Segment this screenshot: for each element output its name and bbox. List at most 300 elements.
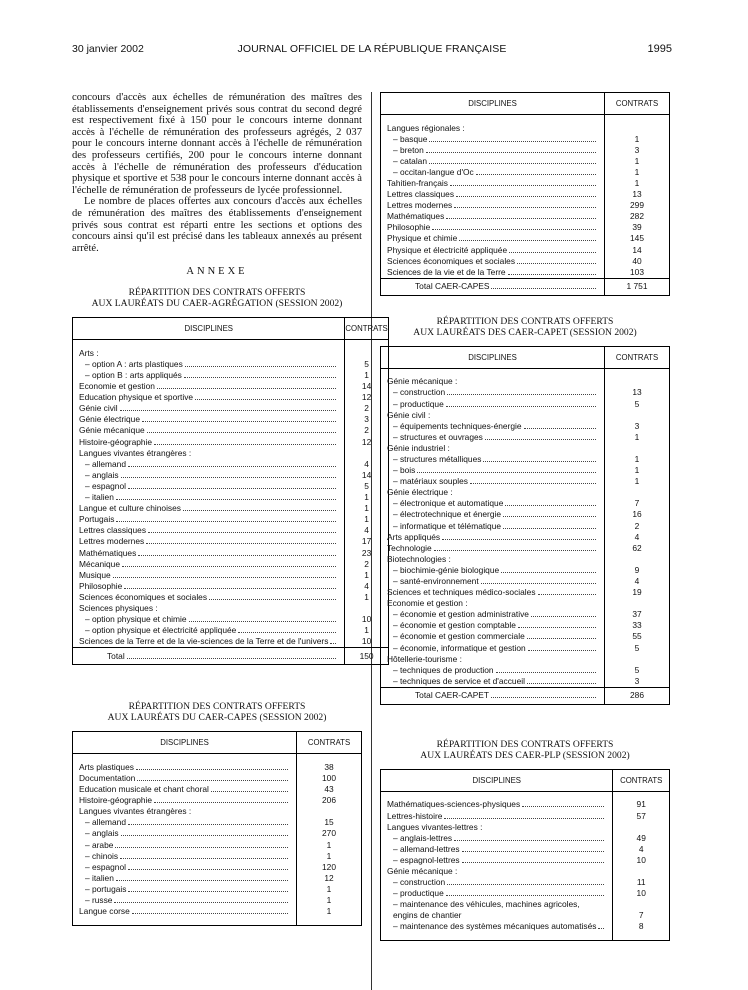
- discipline-text: Sciences de la vie et de la Terre: [387, 266, 506, 277]
- header-row: [381, 769, 670, 791]
- dot-leader: [476, 174, 596, 175]
- discipline-text: – équipements techniques-énergie: [393, 420, 522, 431]
- dot-leader: [503, 516, 596, 517]
- discipline-cell: [73, 625, 345, 636]
- discipline-label: [79, 906, 290, 917]
- table-row: [73, 795, 362, 806]
- dot-leader: [501, 572, 596, 573]
- discipline-text: Physique et électricité appliquée: [387, 244, 508, 255]
- contrats-cell: [613, 866, 670, 877]
- discipline-text: Mécanique: [79, 558, 120, 569]
- dot-leader: [505, 505, 596, 506]
- contrats-cell: 37: [605, 609, 670, 620]
- discipline-text: Lettres classiques: [387, 189, 455, 200]
- discipline-label: [79, 592, 338, 603]
- col-header-contrats: CONTRATS: [345, 318, 388, 340]
- dot-leader: [128, 466, 336, 467]
- discipline-label: [387, 222, 598, 233]
- discipline-cell: [73, 773, 297, 784]
- contrats-cell: 1: [605, 476, 670, 487]
- dot-leader: [330, 643, 336, 644]
- contrats-cell: [605, 598, 670, 609]
- dot-leader: [238, 632, 336, 633]
- contrats-cell: 1: [605, 167, 670, 178]
- discipline-cell: [381, 465, 605, 476]
- contrats-cell: 1: [297, 895, 362, 906]
- table-title-line: RÉPARTITION DES CONTRATS OFFERTS: [436, 315, 614, 327]
- discipline-label: [387, 387, 598, 398]
- contrats-cell: [297, 806, 362, 817]
- dot-leader: [446, 218, 596, 219]
- table-row: [381, 134, 670, 145]
- contrats-cell: 49: [613, 833, 670, 844]
- discipline-text: Génie civil :: [387, 409, 431, 420]
- discipline-text: Tahitien-français: [387, 177, 448, 188]
- discipline-text: Musique: [79, 569, 111, 580]
- contrats-cell: 1: [605, 454, 670, 465]
- spacer-row: [381, 933, 670, 941]
- contrats-cell: 5: [605, 665, 670, 676]
- contrats-cell: 14: [345, 381, 388, 392]
- dot-leader: [503, 528, 596, 529]
- discipline-text: Hôtellerie-tourisme :: [387, 653, 462, 664]
- contrats-cell: 3: [605, 421, 670, 432]
- discipline-cell: [381, 565, 605, 576]
- col-header-contrats: CONTRATS: [605, 93, 670, 115]
- contrats-cell: 15: [297, 817, 362, 828]
- discipline-cell: [381, 899, 613, 921]
- table-row: [381, 487, 670, 498]
- discipline-text: Philosophie: [79, 580, 123, 591]
- total-text: Total CAER-CAPET: [415, 690, 489, 701]
- discipline-label: [387, 921, 606, 932]
- table-row: [381, 811, 670, 822]
- spacer-row: [381, 368, 670, 376]
- dot-leader: [508, 274, 596, 275]
- dot-leader: [459, 240, 596, 241]
- discipline-label: [387, 643, 598, 654]
- dot-leader: [157, 388, 337, 389]
- discipline-label: [79, 370, 338, 381]
- discipline-text: Mathématiques: [79, 547, 137, 558]
- discipline-label: [79, 381, 338, 392]
- spacer-cell: [381, 115, 605, 123]
- discipline-text: – économie et gestion comptable: [393, 620, 516, 631]
- dot-leader: [154, 802, 288, 803]
- table-row: [73, 873, 362, 884]
- contrats-cell: 7: [613, 899, 670, 921]
- contrats-cell: 1: [345, 503, 388, 514]
- discipline-cell: [381, 521, 605, 532]
- header-row: [381, 346, 670, 368]
- discipline-label: [387, 587, 598, 598]
- discipline-label: [79, 840, 290, 851]
- dot-leader: [518, 627, 596, 628]
- dot-leader: [527, 683, 596, 684]
- discipline-cell: [381, 822, 613, 833]
- contrats-cell: 282: [605, 211, 670, 222]
- table-row: [73, 392, 389, 403]
- spacer-cell: [73, 340, 345, 348]
- table-row: [73, 459, 389, 470]
- discipline-text: – bois: [393, 465, 416, 476]
- discipline-text: – construction: [393, 877, 446, 888]
- discipline-label: [79, 348, 338, 359]
- table-row: [73, 570, 389, 581]
- discipline-cell: [381, 432, 605, 443]
- discipline-text: – productique: [393, 888, 444, 899]
- total-label: [387, 690, 598, 701]
- discipline-cell: [73, 840, 297, 851]
- table-row: [381, 421, 670, 432]
- table-title-line: RÉPARTITION DES CONTRATS OFFERTS: [128, 287, 306, 299]
- discipline-cell: [73, 448, 345, 459]
- discipline-cell: [381, 189, 605, 200]
- discipline-text: Génie mécanique :: [387, 866, 458, 876]
- table-title-line: AUX LAURÉATS DES CAER-CAPET (SESSION 2002): [413, 326, 637, 338]
- contrats-cell: 5: [345, 481, 388, 492]
- dot-leader: [211, 791, 288, 792]
- discipline-text: – breton: [393, 144, 424, 155]
- discipline-cell: [381, 399, 605, 410]
- discipline-cell: [73, 403, 345, 414]
- discipline-text: – catalan: [393, 155, 427, 166]
- dot-leader: [527, 638, 596, 639]
- table-row: [73, 403, 389, 414]
- discipline-label: [387, 399, 598, 410]
- discipline-cell: [381, 811, 613, 822]
- discipline-label: [387, 432, 598, 443]
- right-column: [380, 92, 670, 941]
- spacer-cell: [297, 917, 362, 925]
- discipline-cell: [381, 487, 605, 498]
- discipline-text: Sciences physiques :: [79, 602, 158, 613]
- table-row: [73, 559, 389, 570]
- dot-leader: [446, 895, 605, 896]
- discipline-cell: [73, 414, 345, 425]
- discipline-cell: [73, 906, 297, 917]
- discipline-text: Langues vivantes étrangères :: [79, 806, 192, 817]
- contrats-cell: 33: [605, 620, 670, 631]
- contrats-cell: 19: [605, 587, 670, 598]
- discipline-label: [79, 359, 338, 370]
- discipline-text: – italien: [85, 492, 114, 503]
- header-row: [381, 93, 670, 115]
- dot-leader: [209, 599, 336, 600]
- dot-leader: [128, 891, 288, 892]
- table-row: [381, 476, 670, 487]
- discipline-cell: [381, 554, 605, 565]
- total-label-cell: [73, 648, 345, 665]
- discipline-text: – biochimie-génie biologique: [393, 564, 500, 575]
- discipline-label: [387, 123, 598, 134]
- dot-leader: [432, 229, 596, 230]
- total-label-cell: [381, 278, 605, 295]
- discipline-label: [387, 487, 598, 498]
- discipline-cell: [73, 459, 345, 470]
- discipline-text: Génie électrique :: [387, 487, 453, 498]
- table-row: [381, 145, 670, 156]
- dot-leader: [132, 913, 288, 914]
- table-row: [73, 470, 389, 481]
- discipline-label: [79, 884, 290, 895]
- contrats-cell: 10: [345, 636, 388, 648]
- dot-leader: [509, 252, 596, 253]
- table-row: [381, 123, 670, 134]
- table-row: [73, 514, 389, 525]
- total-value: 1 751: [605, 278, 670, 295]
- discipline-text: Arts appliqués: [387, 531, 441, 542]
- discipline-label: [387, 211, 598, 222]
- dot-leader: [195, 399, 336, 400]
- table-row: [381, 654, 670, 665]
- discipline-cell: [73, 514, 345, 525]
- table-row: [73, 862, 362, 873]
- table-row: [381, 156, 670, 167]
- dot-leader: [147, 432, 337, 433]
- dot-leader: [483, 461, 596, 462]
- contrats-cell: [605, 123, 670, 134]
- dot-leader: [522, 806, 604, 807]
- table-title: [72, 701, 362, 723]
- discipline-text: Portugais: [79, 514, 115, 525]
- discipline-text: – option physique et électricité appliquée: [85, 625, 237, 636]
- discipline-cell: [381, 498, 605, 509]
- spacer-row: [73, 340, 389, 348]
- discipline-label: [387, 676, 598, 687]
- discipline-label: [79, 806, 290, 817]
- table-row: [73, 348, 389, 359]
- contrats-cell: [613, 822, 670, 833]
- table-row: [73, 828, 362, 839]
- dot-leader: [429, 141, 596, 142]
- header-date: 30 janvier 2002: [72, 43, 144, 55]
- table-row: [73, 536, 389, 547]
- discipline-label: [79, 492, 338, 503]
- contrats-cell: 1: [345, 370, 388, 381]
- col-header-contrats: CONTRATS: [297, 732, 362, 754]
- total-value: 150: [345, 648, 388, 665]
- discipline-text: Biotechnologies :: [387, 553, 451, 564]
- discipline-text: – maintenance des systèmes mécaniques automatisés: [393, 921, 597, 932]
- dot-leader: [113, 577, 337, 578]
- discipline-cell: [381, 267, 605, 279]
- spacer-cell: [381, 791, 613, 799]
- table-row: [73, 817, 362, 828]
- table-row: [381, 598, 670, 609]
- contrats-cell: 2: [345, 559, 388, 570]
- table-row: [73, 906, 362, 917]
- contrats-cell: 43: [297, 784, 362, 795]
- contrats-cell: 2: [345, 403, 388, 414]
- dot-leader: [442, 539, 596, 540]
- table-row: [381, 376, 670, 387]
- discipline-label: [387, 811, 606, 822]
- contrats-cell: 3: [345, 414, 388, 425]
- discipline-cell: [73, 828, 297, 839]
- discipline-cell: [73, 425, 345, 436]
- dot-leader: [462, 862, 605, 863]
- dot-leader: [426, 152, 596, 153]
- total-text: Total: [107, 650, 125, 661]
- contrats-cell: [605, 554, 670, 565]
- discipline-cell: [73, 470, 345, 481]
- table-row: [381, 676, 670, 688]
- discipline-cell: [73, 536, 345, 547]
- discipline-text: – russe: [85, 894, 113, 905]
- contrats-cell: 1: [605, 465, 670, 476]
- contrats-cell: 57: [613, 811, 670, 822]
- table-title: [72, 287, 362, 309]
- contrats-cell: 2: [345, 425, 388, 436]
- contrats-cell: 103: [605, 267, 670, 279]
- discipline-label: [79, 895, 290, 906]
- intro-paragraph-2: Le nombre de places offertes aux concours d'accès aux échelles de rémunération des maîtres des établissements d'enseignement privés sous contrat est réparti entre les sections et options des concours ainsi qu'il est précisé dans les tableaux annexés au présent arrêté.: [72, 196, 362, 254]
- table-row: [73, 581, 389, 592]
- contrats-cell: 39: [605, 222, 670, 233]
- discipline-cell: [381, 654, 605, 665]
- dot-leader: [184, 377, 337, 378]
- spacer-row: [381, 791, 670, 799]
- discipline-text: Lettres modernes: [387, 200, 453, 211]
- contrats-cell: 13: [605, 387, 670, 398]
- discipline-cell: [73, 348, 345, 359]
- discipline-label: [387, 498, 598, 509]
- discipline-cell: [381, 587, 605, 598]
- discipline-label: [79, 459, 338, 470]
- contrats-cell: 13: [605, 189, 670, 200]
- contrats-cell: 12: [297, 873, 362, 884]
- discipline-cell: [73, 614, 345, 625]
- discipline-label: [387, 189, 598, 200]
- discipline-cell: [381, 844, 613, 855]
- table-row: [73, 592, 389, 603]
- col-header-disciplines: DISCIPLINES: [73, 318, 345, 340]
- dot-leader: [462, 851, 605, 852]
- dot-leader: [434, 550, 596, 551]
- dot-leader: [142, 421, 336, 422]
- table-row: [381, 509, 670, 520]
- total-label-cell: [381, 687, 605, 704]
- discipline-text: Langue et culture chinoises: [79, 503, 181, 514]
- dot-leader: [114, 902, 288, 903]
- discipline-text: Education physique et sportive: [79, 392, 194, 403]
- table-row: [381, 454, 670, 465]
- discipline-text: Langues vivantes-lettres :: [387, 821, 483, 832]
- spacer-row: [73, 917, 362, 925]
- table-row: [73, 525, 389, 536]
- contrats-cell: 4: [605, 576, 670, 587]
- table-row: [73, 614, 389, 625]
- discipline-text: – allemand: [85, 458, 126, 469]
- discipline-label: [387, 576, 598, 587]
- discipline-cell: [381, 543, 605, 554]
- dot-leader: [517, 263, 596, 264]
- contrats-cell: 10: [345, 614, 388, 625]
- table-row: [73, 603, 389, 614]
- discipline-text: Philosophie: [387, 222, 431, 233]
- dot-leader: [128, 869, 288, 870]
- table-row: [381, 432, 670, 443]
- dot-leader: [447, 884, 604, 885]
- table-row: [73, 806, 362, 817]
- discipline-cell: [73, 873, 297, 884]
- discipline-cell: [73, 437, 345, 448]
- col-header-disciplines: DISCIPLINES: [381, 93, 605, 115]
- discipline-text: – espagnol-lettres: [393, 854, 460, 865]
- contrats-cell: 1: [345, 492, 388, 503]
- discipline-cell: [381, 676, 605, 688]
- discipline-label: [387, 443, 598, 454]
- discipline-text: Arts :: [79, 347, 99, 358]
- contrats-cell: 4: [345, 525, 388, 536]
- discipline-cell: [73, 806, 297, 817]
- col-header-contrats: CONTRATS: [605, 346, 670, 368]
- contrats-cell: 14: [345, 470, 388, 481]
- discipline-label: [387, 620, 598, 631]
- discipline-label: [79, 851, 290, 862]
- table-title-line: RÉPARTITION DES CONTRATS OFFERTS: [436, 738, 614, 750]
- contrats-cell: 100: [297, 773, 362, 784]
- discipline-cell: [381, 665, 605, 676]
- discipline-cell: [73, 370, 345, 381]
- dot-leader: [531, 616, 596, 617]
- dot-leader: [137, 780, 288, 781]
- discipline-text: – maintenance des véhicules, machines agricoles, engins de chantier: [393, 899, 580, 921]
- table-title: [380, 739, 670, 761]
- contrats-cell: 2: [605, 521, 670, 532]
- table-row: [381, 554, 670, 565]
- dot-leader: [121, 477, 337, 478]
- discipline-text: – espagnol: [85, 861, 126, 872]
- discipline-text: – électrotechnique et énergie: [393, 509, 502, 520]
- table-row: [73, 548, 389, 559]
- table-row: [381, 609, 670, 620]
- discipline-cell: [381, 211, 605, 222]
- discipline-label: [79, 773, 290, 784]
- table-row: [73, 359, 389, 370]
- discipline-text: – anglais: [85, 469, 119, 480]
- dot-leader: [491, 697, 596, 698]
- page-number: 1995: [647, 43, 672, 55]
- discipline-text: Génie mécanique :: [387, 376, 458, 387]
- contrats-cell: 206: [297, 795, 362, 806]
- contrats-cell: [605, 376, 670, 387]
- dot-leader: [121, 835, 288, 836]
- discipline-text: – économie et gestion administrative: [393, 609, 529, 620]
- discipline-cell: [73, 392, 345, 403]
- discipline-label: [387, 454, 598, 465]
- contrats-cell: 10: [613, 855, 670, 866]
- dot-leader: [189, 621, 337, 622]
- discipline-text: Arts plastiques: [79, 761, 134, 772]
- contrats-cell: 145: [605, 233, 670, 244]
- contrats-cell: 1: [297, 840, 362, 851]
- contrats-cell: 3: [605, 145, 670, 156]
- contrats-cell: 5: [605, 399, 670, 410]
- contrats-cell: 120: [297, 862, 362, 873]
- discipline-label: [387, 877, 606, 888]
- contrats-cell: 9: [605, 565, 670, 576]
- table-title-line: AUX LAURÉATS DU CAER-CAPES (SESSION 2002): [107, 712, 327, 724]
- discipline-cell: [73, 895, 297, 906]
- total-row: [381, 278, 670, 295]
- discipline-label: [387, 156, 598, 167]
- discipline-label: [79, 548, 338, 559]
- discipline-cell: [381, 245, 605, 256]
- contrats-cell: 1: [297, 906, 362, 917]
- discipline-label: [387, 598, 598, 609]
